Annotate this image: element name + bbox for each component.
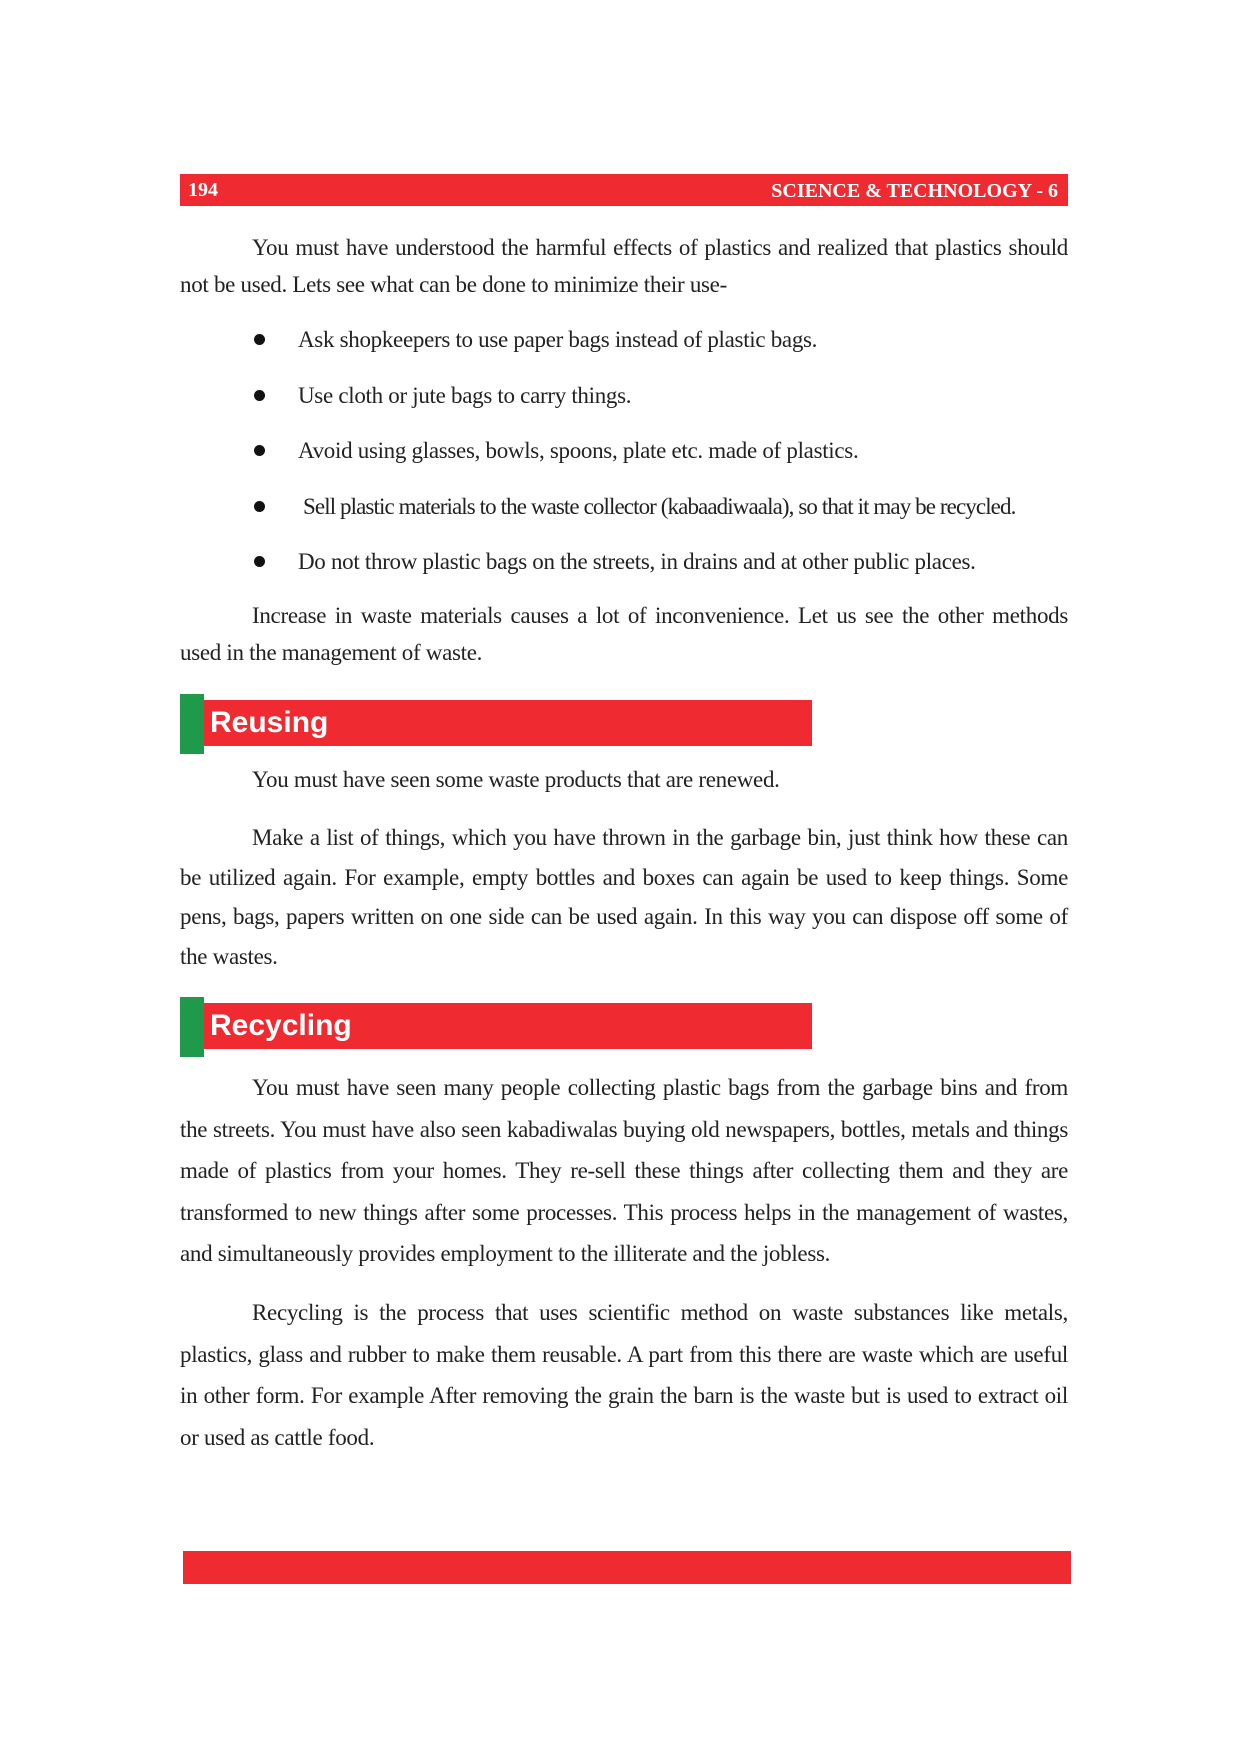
- footer-bar: [183, 1551, 1071, 1584]
- recycling-heading: [180, 997, 812, 1057]
- recycling-title: Recycling: [210, 1009, 352, 1042]
- list-item: [180, 489, 1068, 545]
- bullet-icon: [254, 390, 265, 401]
- reusing-heading: [180, 694, 812, 754]
- reusing-paragraph-2: Make a list of things, which you have thrown in the garbage bin, just think how these can be utilized again. For example, empty bottles and boxes can again be used to keep things. Some pens, bags, papers written on one side can be used again. In this way you can dispose off some of the wastes.: [180, 825, 1068, 969]
- list-item: [180, 544, 1068, 600]
- bullet-icon: [254, 556, 265, 567]
- running-title: SCIENCE & TECHNOLOGY - 6: [771, 180, 1058, 202]
- page-number: 194: [188, 179, 218, 201]
- bullet-icon: [254, 334, 265, 345]
- reusing-paragraph-1: You must have seen some waste products that are renewed.: [252, 767, 780, 792]
- heading-green-marker: [180, 694, 204, 754]
- bullet-list: [180, 322, 1068, 600]
- list-item: [180, 378, 1068, 434]
- list-item-text: Ask shopkeepers to use paper bags instead of plastic bags.: [298, 327, 818, 352]
- list-item-text: Do not throw plastic bags on the streets, in drains and at other public places.: [298, 549, 976, 574]
- recycling-paragraph-1: You must have seen many people collecting plastic bags from the garbage bins and from the streets. You must have also seen kabadiwalas buying old newspapers, bottles, metals and things made of plastics from your homes. They re-sell these things after collecting them and they are transformed to new things after some processes. This process helps in the management of wastes, and simultaneously provides employment to the illiterate and the jobless.: [180, 1075, 1068, 1266]
- list-item: [180, 433, 1068, 489]
- recycling-paragraph-2: Recycling is the process that uses scientific method on waste substances like metals, plastics, glass and rubber to make them reusable. A part from this there are waste which are useful in other form. For example After removing the grain the barn is the waste but is used to extract oil or used as cattle food.: [180, 1300, 1068, 1450]
- reusing-title: Reusing: [210, 706, 329, 739]
- bullet-icon: [254, 445, 265, 456]
- bullet-icon: [254, 501, 265, 512]
- list-item: [180, 322, 1068, 378]
- waste-paragraph: Increase in waste materials causes a lot of inconvenience. Let us see the other methods used in the management of waste.: [180, 603, 1068, 665]
- page-header-bar: [180, 174, 1068, 206]
- list-item-text: Avoid using glasses, bowls, spoons, plate etc. made of plastics.: [298, 438, 859, 463]
- list-item-text: Use cloth or jute bags to carry things.: [298, 382, 632, 408]
- list-item-text: Sell plastic materials to the waste collector (kabaadiwaala), so that it may be recycled.: [303, 493, 1016, 519]
- heading-green-marker: [180, 997, 204, 1057]
- intro-paragraph: You must have understood the harmful effects of plastics and realized that plastics should not be used. Lets see what can be done to minimize their use-: [180, 235, 1068, 297]
